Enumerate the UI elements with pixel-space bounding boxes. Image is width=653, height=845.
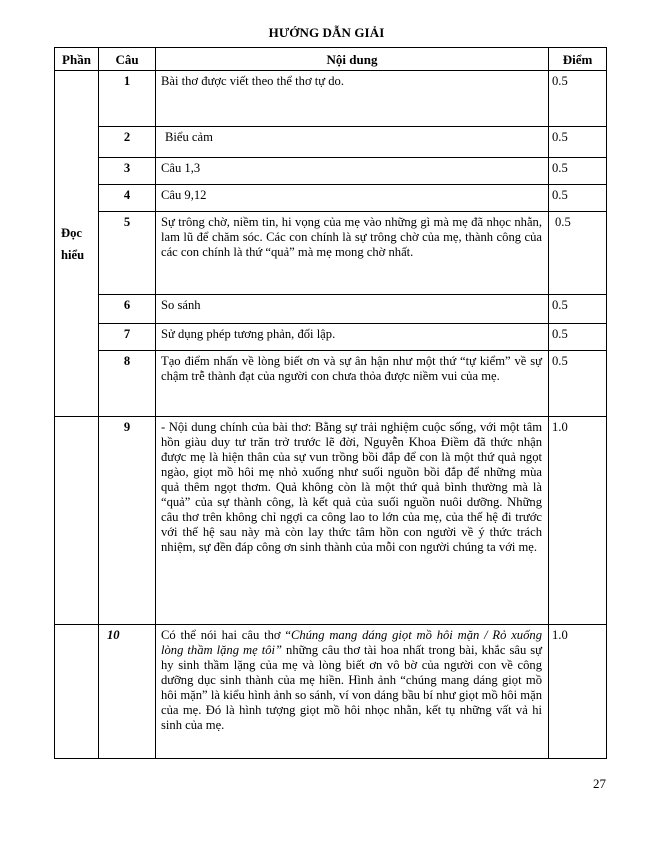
part-cell-empty [55,625,99,759]
answer-content: Câu 9,12 [156,185,549,212]
question-number: 3 [99,158,156,185]
answer-content: Sự trông chờ, niềm tin, hi vọng của mẹ vào những gì mà mẹ đã nhọc nhằn, lam lũ để chăm sóc. Các con chính là sự trông chờ của mẹ, thành công của các con chính là thứ “quả” mà mẹ mong chờ nhất. [156,212,549,295]
answer-score: 0.5 [549,71,607,127]
header-noi-dung: Nội dung [156,48,549,71]
table-row [55,71,607,127]
table-row [55,324,607,351]
header-diem: Điểm [549,48,607,71]
poem-quote: Chúng mang dáng giọt mồ hôi mặn / Rỏ xuống lòng thầm lặng mẹ tôi” [161,628,542,657]
answer-score: 0.5 [549,295,607,324]
table-header-row [55,48,607,71]
answer-score: 0.5 [549,185,607,212]
question-number: 5 [99,212,156,295]
answer-content: Sử dụng phép tương phản, đối lập. [156,324,549,351]
answer-score: 0.5 [549,212,607,295]
table-row [55,127,607,158]
answer-score: 0.5 [549,158,607,185]
table-row [55,158,607,185]
header-cau: Câu [99,48,156,71]
answer-content: Bài thơ được viết theo thể thơ tự do. [156,71,549,127]
question-number: 9 [99,417,156,625]
answer-content: Tạo điểm nhấn về lòng biết ơn và sự ân hận như một thứ “tự kiểm” về sự chậm trễ thành đạt của người con chưa thỏa được niềm vui của mẹ. [156,351,549,417]
question-number: 6 [99,295,156,324]
page-title: HƯỚNG DẪN GIẢI [268,25,385,40]
question-number: 7 [99,324,156,351]
answer-text-post: những câu thơ tài hoa nhất trong bài, khắc sâu sự hy sinh thầm lặng của mẹ và lòng biết ơn vô bờ của người con về công dưỡng dục sinh thành của mẹ hiền. Hình ảnh “chúng mang dáng giọt mồ hôi mặn” là kiểu hình ảnh so sánh, ví von dáng bầu bí như giọt mồ hôi mặn của mẹ. Đó là hình tượng giọt mồ hôi nhọc nhằn, kết tụ những vất vả hi sinh của mẹ. [161,643,542,732]
answer-text-pre: Có thể nói hai câu thơ “ [161,628,291,642]
question-number: 8 [99,351,156,417]
part-label [55,71,99,417]
answer-content: Câu 1,3 [156,158,549,185]
table-row [55,185,607,212]
question-number: 4 [99,185,156,212]
table-row [55,212,607,295]
question-number: 10 [99,625,156,759]
question-number: 2 [99,127,156,158]
part-label-line1: Đọc [61,225,82,240]
answer-score: 0.5 [549,127,607,158]
part-label-line2: hiểu [61,247,85,262]
table-row [55,351,607,417]
answer-score: 1.0 [549,625,607,759]
question-number: 1 [99,71,156,127]
answer-content: Biểu cảm [156,127,549,158]
answer-score: 0.5 [549,324,607,351]
answer-score: 0.5 [549,351,607,417]
answer-content: So sánh [156,295,549,324]
answer-content: - Nội dung chính của bài thơ: Bằng sự trải nghiệm cuộc sống, với một tâm hồn giàu duy tư trăn trở trước lẽ đời, Nguyễn Khoa Điềm đã thức nhận được mẹ là hiện thân của sự vun trồng bồi đắp để con là một thứ quả ngọt ngào, giọt mồ hôi mẹ nhỏ xuống như suối nguồn bồi đắp để những mùa quả thêm ngọt thơm. Quả không còn là một thứ quả bình thường mà là “quả” của sự thành công, là kết quả của suối nguồn nuôi dưỡng. Những câu thơ trên không chỉ ngợi ca công lao to lớn của mẹ, của thế hệ đi trước với thế hệ sau này mà còn lay thức tâm hồn con người về ý thức trách nhiệm, sự đền đáp công ơn sinh thành của mỗi con người chúng ta với mẹ. [156,417,549,625]
answer-score: 1.0 [549,417,607,625]
answer-table [54,47,607,759]
table-row [55,295,607,324]
page-number: 27 [593,776,606,791]
table-row [55,625,607,759]
part-cell-empty [55,417,99,625]
header-phan: Phần [55,48,99,71]
answer-content [156,625,549,759]
table-row [55,417,607,625]
